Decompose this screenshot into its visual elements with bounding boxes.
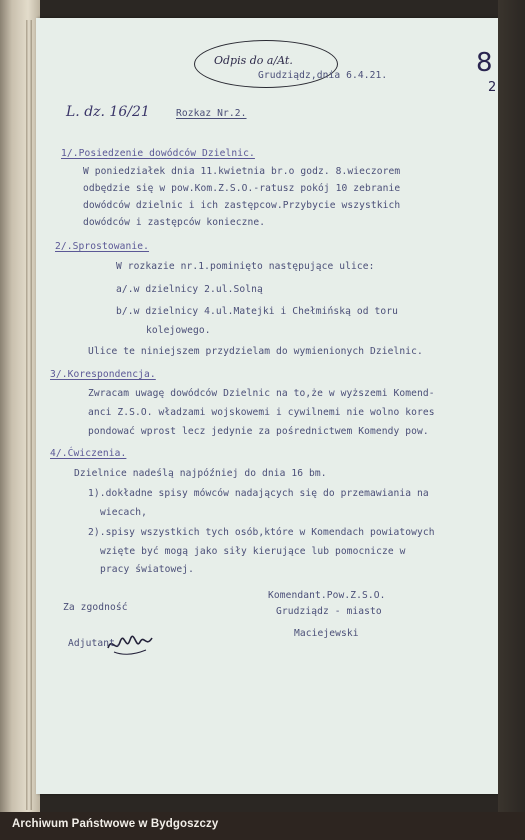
section-4-line-2: 1).dokładne spisy mówców nadających się do przemawiania na	[88, 488, 429, 499]
section-4-line-5: wzięte być mogą jako siły kierujące lub pomocnicze w	[100, 546, 406, 557]
document-page	[36, 18, 498, 794]
section-2-line-2: a/.w dzielnicy 2.ul.Solną	[116, 284, 263, 295]
section-2-line-5: Ulice te niniejszem przydzielam do wymienionych Dzielnic.	[88, 346, 423, 357]
section-1-line-1: W poniedziałek dnia 11.kwietnia br.o godz. 8.wieczorem	[83, 166, 401, 177]
section-2-line-1: W rozkazie nr.1.pominięto następujące ulice:	[116, 261, 375, 272]
section-4-line-4: 2).spisy wszystkich tych osób,które w Komendach powiatowych	[88, 527, 435, 538]
scan-margin	[498, 0, 525, 812]
signature-left-line-2: Adjutant.	[68, 638, 121, 649]
binder-strip	[0, 0, 40, 812]
footer-bar	[0, 812, 525, 840]
section-3-line-1: Zwracam uwagę dowódców Dzielnic na to,że w wyższemi Komend-	[88, 388, 435, 399]
signature-right-line-3: Maciejewski	[294, 628, 359, 639]
signature-left-line-1: Za zgodność	[63, 602, 128, 613]
stamp-text: Odpis do a/At.	[214, 54, 293, 67]
binder-edge	[26, 20, 32, 810]
section-1-heading: 1/.Posiedzenie dowódców Dzielnic.	[61, 148, 255, 159]
section-1-line-3: dowódców dzielnic i ich zastępcow.Przybycie wszystkich	[83, 200, 401, 211]
section-4-line-6: pracy światowej.	[100, 564, 195, 575]
reference-number: L. dz. 16/21	[66, 104, 150, 120]
section-3-heading: 3/.Korespondencja.	[50, 369, 156, 380]
page-number: 2	[488, 80, 497, 95]
section-2-line-4: kolejowego.	[146, 325, 211, 336]
section-1-line-2: odbędzie się w pow.Kom.Z.S.O.-ratusz pokój 10 zebranie	[83, 183, 401, 194]
section-2-heading: 2/.Sprostowanie.	[55, 241, 150, 252]
order-title: Rozkaz Nr.2.	[176, 108, 247, 119]
section-4-line-1: Dzielnice nadeślą najpóźniej do dnia 16 bm.	[74, 468, 327, 479]
section-4-line-3: wiecach,	[100, 507, 148, 518]
signature-right-line-2: Grudziądz - miasto	[276, 606, 382, 617]
archive-label: Archiwum Państwowe w Bydgoszczy	[12, 818, 219, 830]
section-3-line-2: anci Z.S.O. władzami wojskowemi i cywilnemi nie wolno kores	[88, 407, 435, 418]
folio-number: 8	[476, 48, 493, 78]
section-3-line-3: pondować wprost lecz jedynie za pośrednictwem Komendy pow.	[88, 426, 429, 437]
section-1-line-4: dowódców i zastępców konieczne.	[83, 217, 266, 228]
section-2-line-3: b/.w dzielnicy 4.ul.Matejki i Chełmińską od toru	[116, 306, 399, 317]
section-4-heading: 4/.Ćwiczenia.	[50, 448, 127, 459]
signature-right-line-1: Komendant.Pow.Z.S.O.	[268, 590, 386, 601]
place-date: Grudziądz,dnia 6.4.21.	[258, 70, 388, 81]
